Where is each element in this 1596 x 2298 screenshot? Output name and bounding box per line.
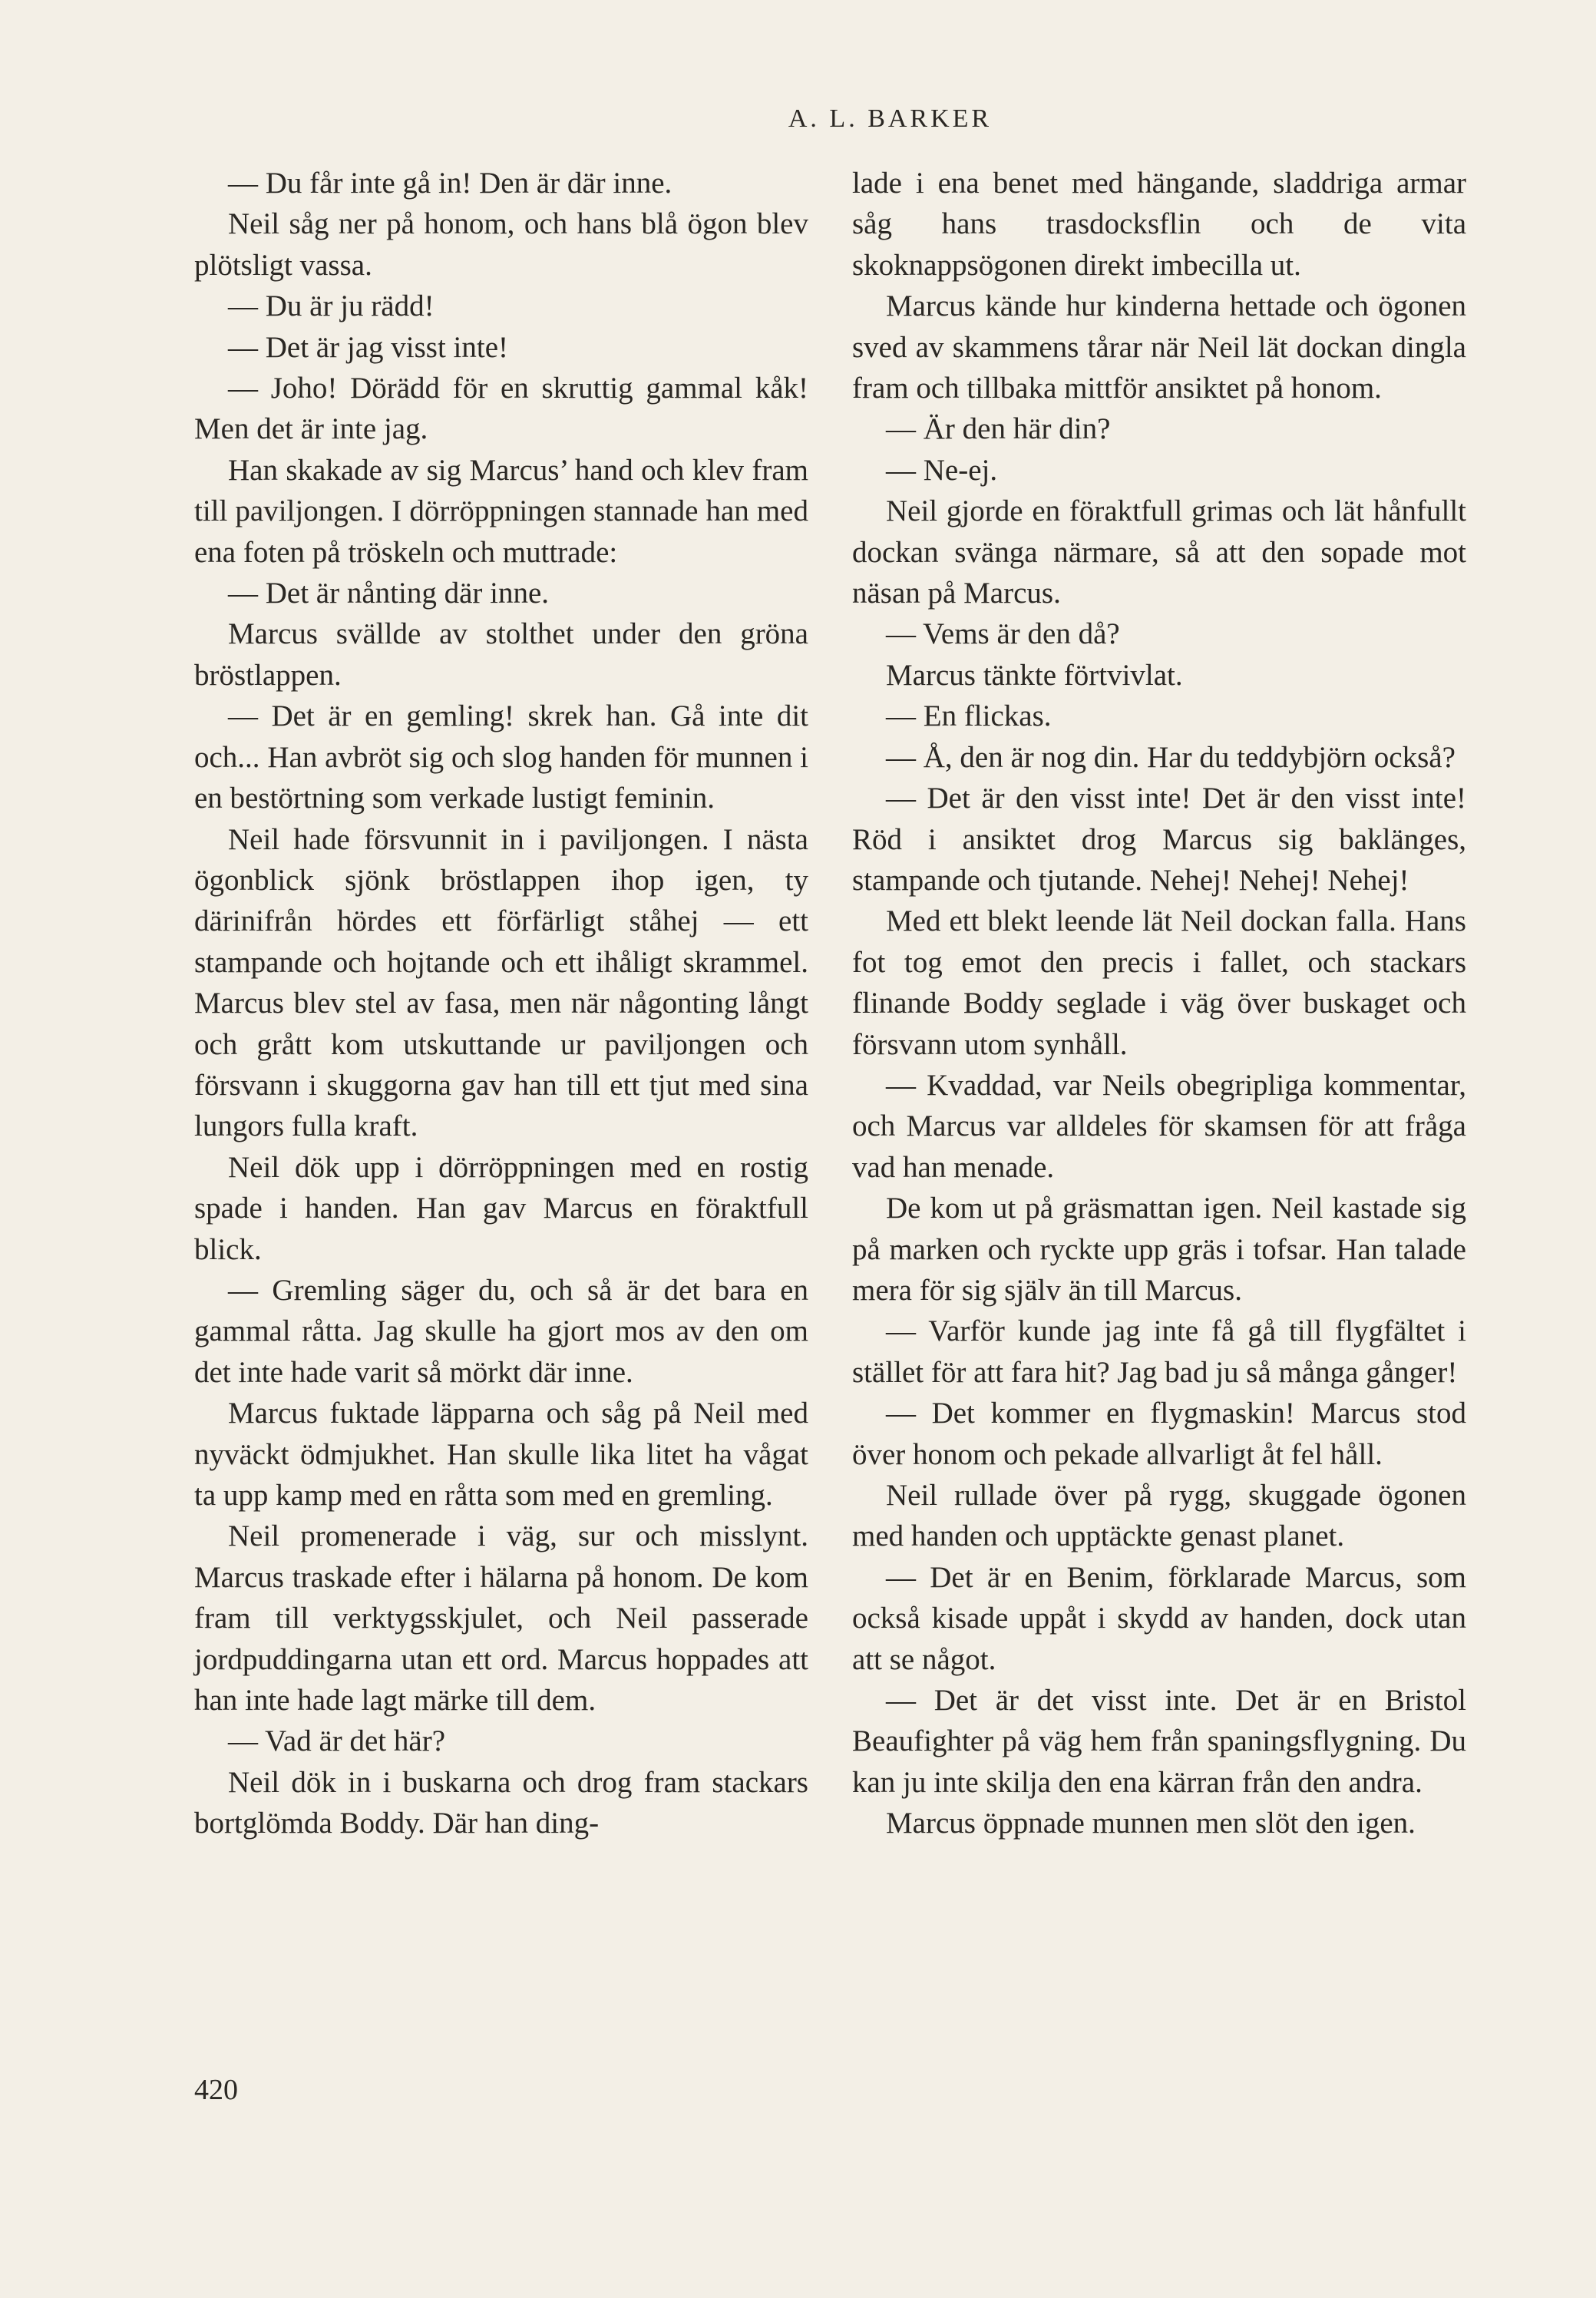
paragraph: — Ne-ej. (886, 453, 998, 487)
paragraph: Marcus kände hur kinderna hettade och ögonen sved av skammens tårar när Neil lät dockan dingla fram och tillbaka mittför ansiktet på honom. (852, 289, 1466, 405)
paragraph: — Det är den visst inte! Det är den visst inte! Röd i ansiktet drog Marcus sig baklänges, stampande och tjutande. Nehej! Nehej! Nehej! (852, 782, 1466, 897)
paragraph: — Varför kunde jag inte få gå till flygfältet i stället för att fara hit? Jag bad ju så många gånger! (852, 1314, 1466, 1389)
paragraph: — Det är det visst inte. Det är en Bristol Beaufighter på väg hem från spaningsflygning. Du kan ju inte skilja den ena kärran från den andra. (852, 1684, 1466, 1799)
paragraph: Neil rullade över på rygg, skuggade ögonen med handen och upptäckte genast planet. (852, 1479, 1466, 1553)
paragraph: — Är den här din? (886, 412, 1111, 446)
paragraph: — Det är nånting där inne. (228, 577, 550, 610)
paragraph: Neil hade försvunnit in i paviljongen. I nästa ögonblick sjönk bröstlappen ihop igen, ty därinifrån hördes ett förfärligt ståhej — ett stampande och hojtande och ett ihåligt skrammel. Marcus blev stel av fasa, men när någonting långt och grått kom utskuttande ur paviljongen och försvann i skuggorna gav han till ett tjut med sina lungors fulla kraft. (194, 822, 808, 1143)
paragraph: Neil såg ner på honom, och hans blå ögon blev plötsligt vassa. (194, 207, 808, 282)
paragraph: — Det är jag visst inte! (228, 330, 508, 364)
right-column (852, 163, 1466, 1844)
paragraph: Marcus öppnade munnen men slöt den igen. (886, 1807, 1416, 1840)
running-head (0, 104, 1596, 134)
page-number: 420 (194, 2074, 238, 2106)
paragraph: Med ett blekt leende lät Neil dockan falla. Hans fot tog emot den precis i fallet, och stackars flinande Boddy seglade i väg över buskaget och försvann utom synhåll. (852, 904, 1466, 1061)
paragraph: Neil gjorde en föraktfull grimas och lät hånfullt dockan svänga närmare, så att den sopade mot näsan på Marcus. (852, 494, 1466, 610)
paragraph: Neil dök in i buskarna och drog fram stackars bortglömda Boddy. Där han ding- (194, 1765, 808, 1840)
paragraph: — Det kommer en flygmaskin! Marcus stod över honom och pekade allvarligt åt fel håll. (852, 1397, 1466, 1471)
paragraph: — En flickas. (886, 699, 1052, 733)
paragraph: — Du är ju rädd! (228, 289, 435, 323)
paragraph: — Kvaddad, var Neils obegripliga kommentar, och Marcus var alldeles för skamsen för att fråga vad han menade. (852, 1068, 1466, 1184)
paragraph: De kom ut på gräsmattan igen. Neil kastade sig på marken och ryckte upp gräs i tofsar. Han talade mera för sig själv än till Marcus. (852, 1192, 1466, 1307)
left-column (194, 163, 808, 1844)
paragraph: Neil dök upp i dörröppningen med en rostig spade i handen. Han gav Marcus en föraktfull blick. (194, 1150, 808, 1266)
paragraph: Han skakade av sig Marcus’ hand och klev fram till paviljongen. I dörröppningen stannade han med ena foten på tröskeln och muttrade: (194, 453, 808, 569)
paragraph: Neil promenerade i väg, sur och misslynt. Marcus traskade efter i hälarna på honom. De kom fram till verktygsskjulet, och Neil passerade jordpuddingarna utan ett ord. Marcus hoppades att han inte hade lagt märke till dem. (194, 1519, 808, 1718)
paragraph: Marcus fuktade läpparna och såg på Neil med nyväckt ödmjukhet. Han skulle lika litet ha vågat ta upp kamp med en råtta som med en gremling. (194, 1397, 808, 1512)
paragraph: — Det är en gemling! skrek han. Gå inte dit och... Han avbröt sig och slog handen för munnen i en bestörtning som verkade lustigt feminin. (194, 699, 808, 815)
paragraph: Marcus tänkte förtvivlat. (886, 658, 1183, 692)
paragraph: — Vems är den då? (886, 617, 1120, 651)
paragraph-continued: lade i ena benet med hängande, sladdriga armar såg hans trasdocksflin och de vita skoknappsögonen direkt imbecilla ut. (852, 167, 1466, 282)
paragraph: — Vad är det här? (228, 1724, 445, 1758)
paragraph: — Joho! Dörädd för en skruttig gammal kåk! Men det är inte jag. (194, 372, 808, 446)
paragraph: — Det är en Benim, förklarade Marcus, som också kisade uppåt i skydd av handen, dock utan att se något. (852, 1560, 1466, 1676)
author-name: A. L. BARKER (788, 104, 993, 133)
paragraph: — Du får inte gå in! Den är där inne. (228, 167, 672, 200)
paragraph: — Gremling säger du, och så är det bara en gammal råtta. Jag skulle ha gjort mos av den om det inte hade varit så mörkt där inne. (194, 1273, 808, 1389)
paragraph: — Å, den är nog din. Har du teddybjörn också? (886, 740, 1456, 774)
paragraph: Marcus svällde av stolthet under den gröna bröstlappen. (194, 617, 808, 692)
